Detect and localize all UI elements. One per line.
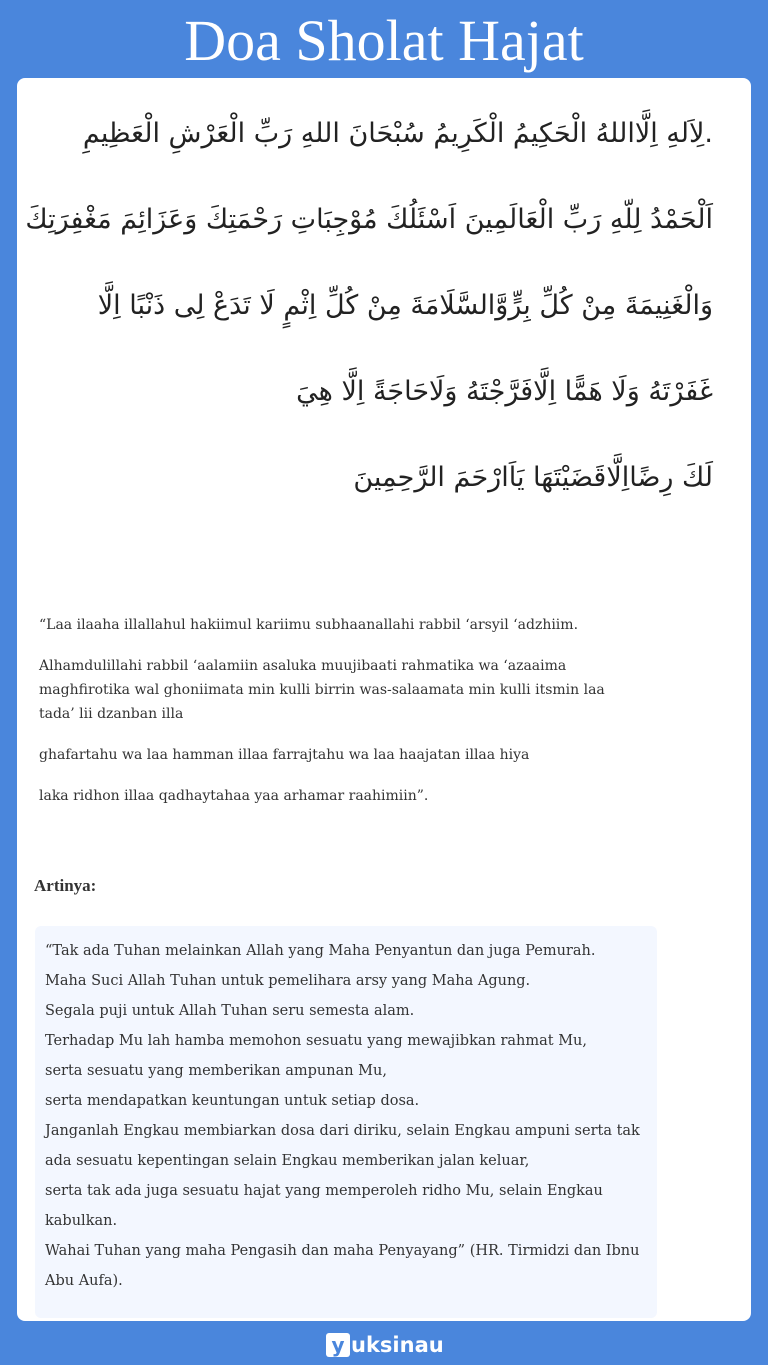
logo-text: uksinau [351,1332,444,1357]
translation-line-6: serta mendapatkan keuntungan untuk setiap dosa. [45,1093,420,1109]
translation-line-3: Segala puji untuk Allah Tuhan seru semesta alam. [45,1003,415,1019]
latin-paragraph-2: Alhamdulillahi rabbil ‘aalamiin asaluka muujibaati rahmatika wa ‘azaaima maghfirotika wal ghoniimata min kulli birrin was-salaamata min kulli itsmin laa tada’ lii dzanban illa [39,658,605,722]
translation-line-8: serta tak ada juga sesuatu hajat yang memperoleh ridho Mu, selain Engkau kabulkan. [45,1183,603,1229]
arabic-line-4: غَفَرْتَهُ وَلَا هَمًّا اِلَّافَرَّجْتَهُ وَلَاحَاجَةً اِلَّا هِيَ [296,376,713,407]
page-title: Doa Sholat Hajat [184,8,584,73]
yuksinau-logo [326,1331,444,1358]
arabic-prayer [25,114,713,544]
artinya-heading: Artinya: [34,876,97,895]
arabic-line-1: .لِاَلهِ اِلَّااللهُ الْحَكِيمُ الْكَرِيمُ سُبْحَانَ اللهِ رَبِّ الْعَرْشِ الْعَظِيمِ [82,118,713,149]
latin-paragraph-1: “Laa ilaaha illallahul hakiimul kariimu subhaanallahi rabbil ‘arsyil ‘adzhiim. [39,617,579,633]
content-card [17,78,751,1321]
arabic-line-3: وَالْغَنِيمَةَ مِنْ كُلِّ بِرٍّوَّالسَّلَامَةَ مِنْ كُلِّ اِثْمٍ لَا تَدَعْ لِى ذَنْبًا اِلَّا [97,290,713,321]
logo-letter: y [326,1333,350,1357]
translation-line-9: Wahai Tuhan yang maha Pengasih dan maha Penyayang” (HR. Tirmidzi dan Ibnu Abu Aufa). [45,1243,640,1289]
translation-line-1: “Tak ada Tuhan melainkan Allah yang Maha Penyantun dan juga Pemurah. [45,943,596,959]
translation-line-4: Terhadap Mu lah hamba memohon sesuatu yang mewajibkan rahmat Mu, [45,1033,587,1049]
latin-paragraph-3: ghafartahu wa laa hamman illaa farrajtahu wa laa haajatan illaa hiya [39,747,530,763]
latin-transliteration [39,613,639,825]
translation-line-7: Janganlah Engkau membiarkan dosa dari diriku, selain Engkau ampuni serta tak ada sesuatu kepentingan selain Engkau memberikan jalan keluar, [45,1123,640,1169]
translation-quote [35,926,657,1318]
arabic-line-2: اَلْحَمْدُ لِلّهِ رَبِّ الْعَالَمِينَ اَسْئَلُكَ مُوْجِبَاتِ رَحْمَتِكَ وَعَزَائِمَ مَغْفِرَتِكَ [25,204,713,235]
latin-paragraph-4: laka ridhon illaa qadhaytahaa yaa arhamar raahimiin”. [39,788,429,804]
translation-line-5: serta sesuatu yang memberikan ampunan Mu, [45,1063,387,1079]
translation-line-2: Maha Suci Allah Tuhan untuk pemelihara arsy yang Maha Agung. [45,973,531,989]
arabic-line-5: لَكَ رِضًااِلَّاقَضَيْتَهَا يَاَارْحَمَ الرَّحِمِينَ [353,462,713,493]
